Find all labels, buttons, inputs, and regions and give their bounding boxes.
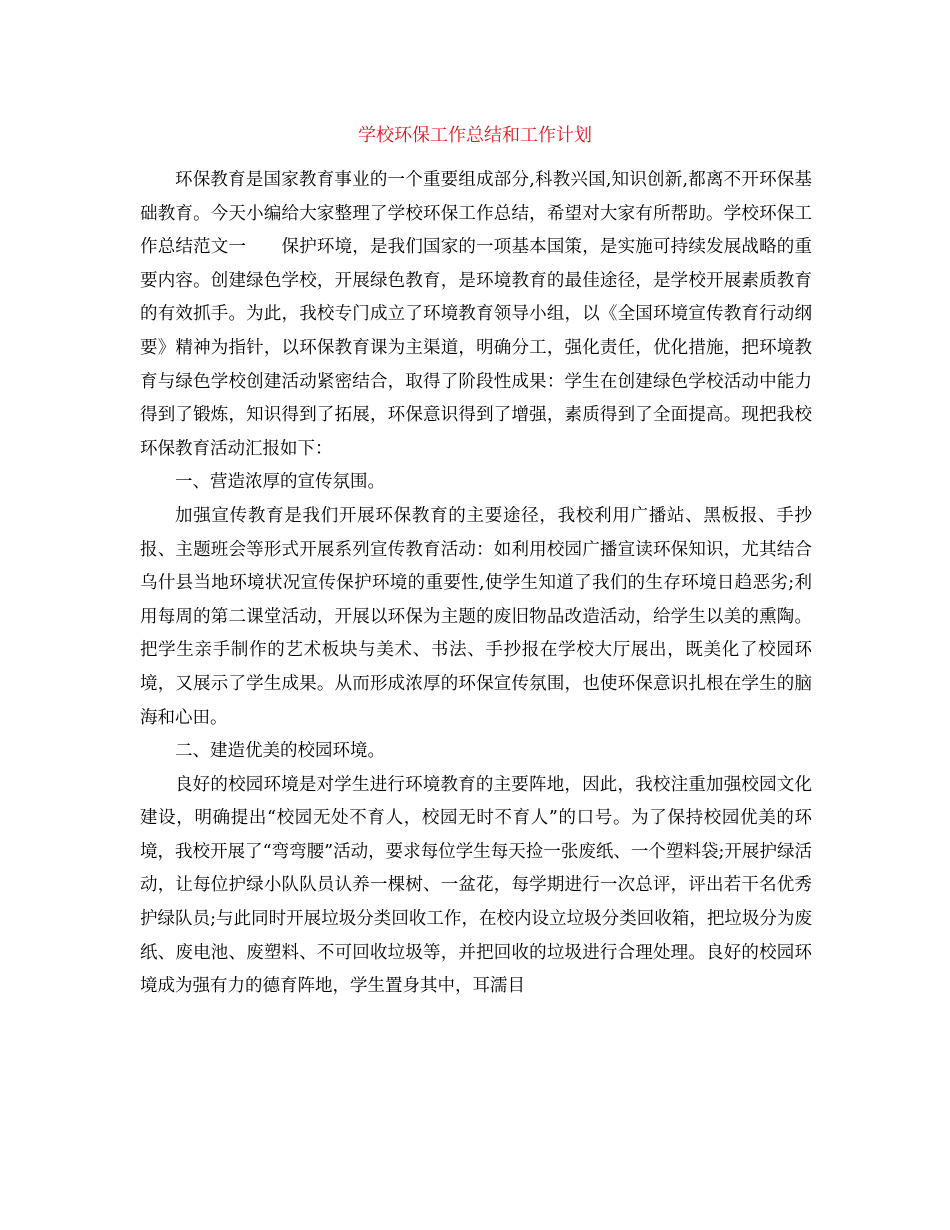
document-body [140,164,812,1004]
section-heading-2: 二、建造优美的校园环境。 [175,741,385,762]
paragraph-intro: 环保教育是国家教育事业的一个重要组成部分,科教兴国,知识创新,都离不开环保基础教育。今天小编给大家整理了学校环保工作总结，希望对大家有所帮助。学校环保工作总结范文一 保护环境，是我们国家的一项基本国策，是实施可持续发展战略的重要内容。创建绿色学校，开展绿色教育，是环境教育的最佳途径，是学校开展素质教育的有效抓手。为此，我校专门成立了环境教育领导小组，以《全国环境宣传教育行动纲要》精神为指针，以环保教育课为主渠道，明确分工，强化责任，优化措施，把环境教育与绿色学校创建活动紧密结合，取得了阶段性成果：学生在创建绿色学校活动中能力得到了锻炼，知识得到了拓展，环保意识得到了增强，素质得到了全面提高。现把我校环保教育活动汇报如下： [140,170,812,459]
paragraph-section-1: 加强宣传教育是我们开展环保教育的主要途径，我校利用广播站、黑板报、手抄报、主题班会等形式开展系列宣传教育活动：如利用校园广播宣读环保知识，尤其结合乌什县当地环境状况宣传保护环境的重要性,使学生知道了我们的生存环境日趋恶劣;利用每周的第二课堂活动，开展以环保为主题的废旧物品改造活动，给学生以美的熏陶。把学生亲手制作的艺术板块与美术、书法、手抄报在学校大厅展出，既美化了校园环境，又展示了学生成果。从而形成浓厚的环保宣传氛围，也使环保意识扎根在学生的脑海和心田。 [140,505,812,728]
paragraph-section-2: 良好的校园环境是对学生进行环境教育的主要阵地，因此，我校注重加强校园文化建设，明确提出“校园无处不育人，校园无时不育人”的口号。为了保持校园优美的环境，我校开展了“弯弯腰”活动，要求每位学生每天捡一张废纸、一个塑料袋;开展护绿活动，让每位护绿小队队员认养一棵树、一盆花，每学期进行一次总评，评出若干名优秀护绿队员;与此同时开展垃圾分类回收工作，在校内设立垃圾分类回收箱，把垃圾分为废纸、废电池、废塑料、不可回收垃圾等，并把回收的垃圾进行合理处理。良好的校园环境成为强有力的德育阵地，学生置身其中，耳濡目 [140,774,812,997]
document-title: 学校环保工作总结和工作计划 [358,125,592,146]
section-heading-1: 一、营造浓厚的宣传氛围。 [175,472,385,493]
